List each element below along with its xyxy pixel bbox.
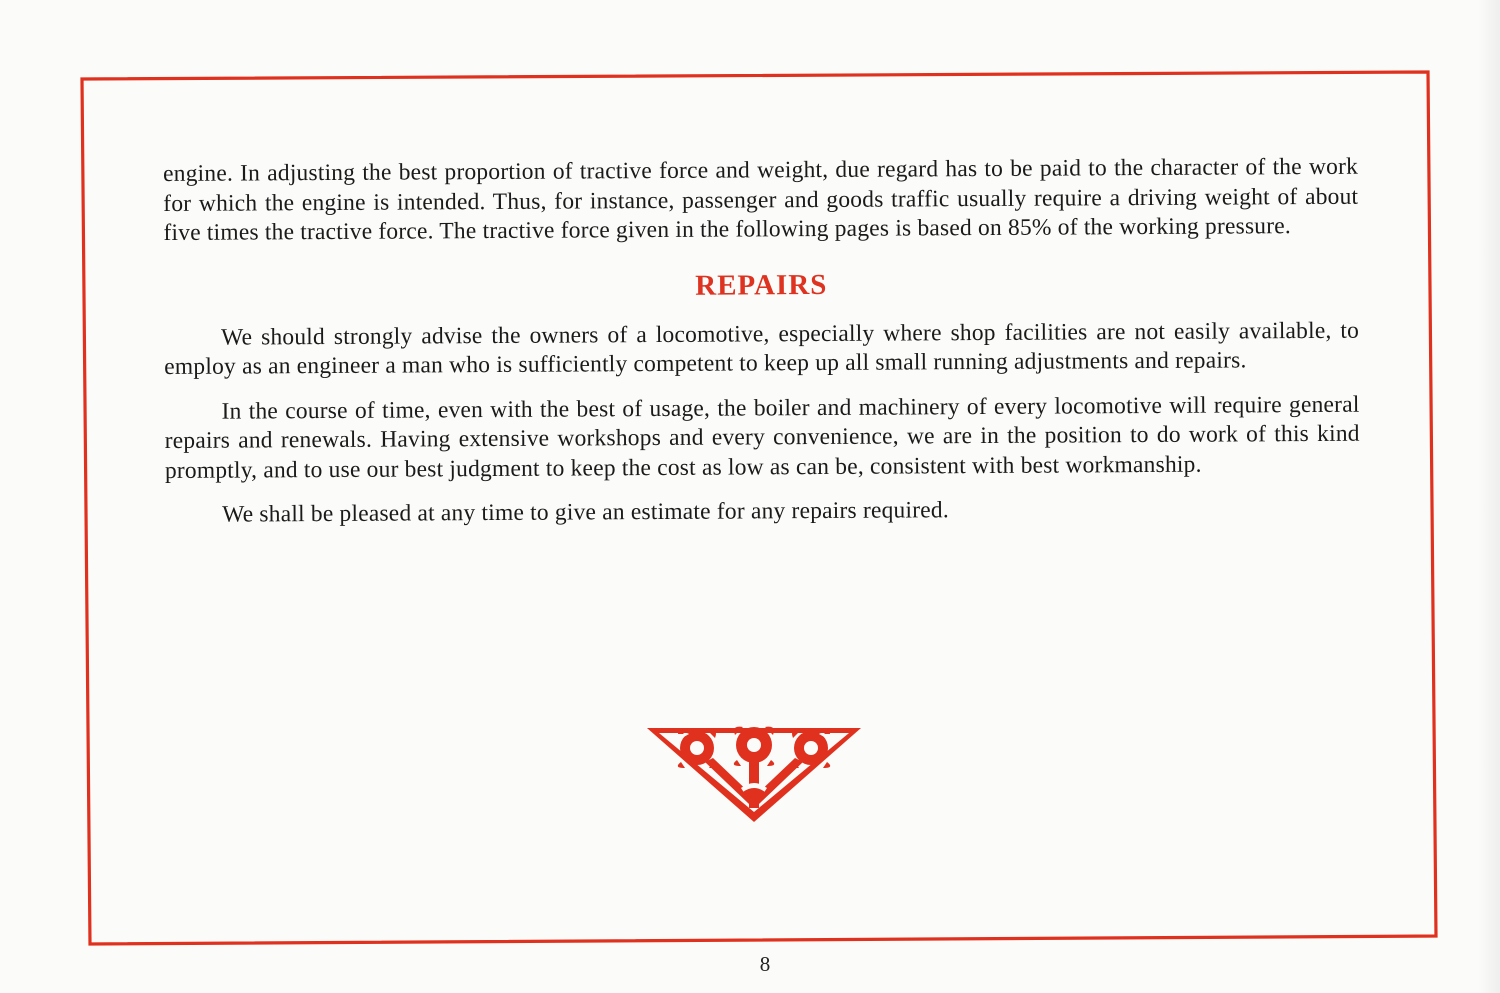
section-heading: REPAIRS [695,268,828,302]
repairs-paragraph-1: We should strongly advise the owners of a locomotive, especially where shop facilities are not easily available, to employ as an engineer a man who is sufficiently competent to keep up all small running adjustments and repairs. [164,317,1360,380]
page-body [163,153,1360,531]
repairs-paragraph-3: We shall be pleased at any time to give an estimate for any repairs required. [222,497,949,528]
floral-ornament-icon [645,718,863,822]
page-number: 8 [759,952,771,976]
repairs-paragraph-2: In the course of time, even with the best of usage, the boiler and machinery of every locomotive will require general repairs and renewals. Having extensive workshops and every convenience, we are in the position to do work of this kind promptly, and to use our best judgment to keep the cost as low as can be, consistent with best workmanship. [164,391,1360,484]
intro-paragraph: engine. In adjusting the best proportion of tractive force and weight, due regard has to be paid to the character of the work for which the engine is intended. Thus, for instance, passenger and goods traffic usually require a driving weight of about five times the tractive force. The tractive force given in the following pages is based on 85% of the working pressure. [163,153,1359,246]
scan-edge-shadow [1478,0,1500,993]
